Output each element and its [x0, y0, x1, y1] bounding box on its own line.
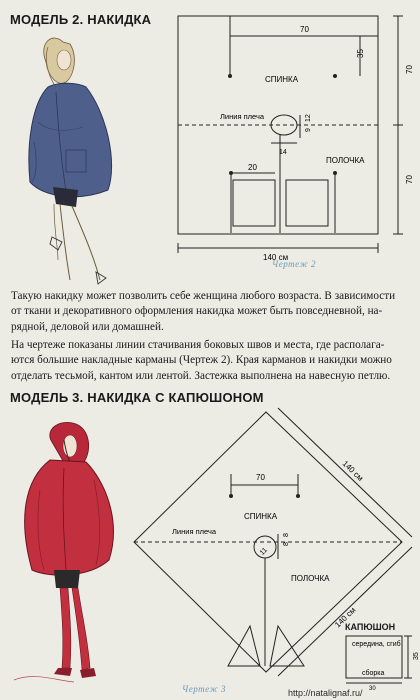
model2-paragraph-1: Такую накидку может позволить себе женщина любого возраста. В зависимости от ткани и декоративного оформления накидка может быть повседневной, на- рядной, деловой или домашней. — [11, 290, 396, 333]
dim-right-bottom: 70 — [405, 175, 414, 184]
dim-right-top: 70 — [405, 65, 414, 74]
hood-dim-height: 35 — [413, 652, 420, 660]
model2-caption: Чертеж 2 — [272, 259, 316, 269]
dim-neck-c: 8 — [283, 533, 290, 537]
dim-bottom: 140 см — [263, 253, 289, 262]
dim-pocket: 20 — [248, 163, 257, 172]
hood-gather: сборка — [362, 670, 385, 677]
dim-neck-b: 8 — [283, 542, 290, 546]
dim-35: 35 — [356, 49, 365, 58]
watermark: http://natalignaf.ru/ — [288, 688, 363, 698]
dim-diag-bottom: 140 см — [333, 605, 358, 630]
model2-illustration — [8, 32, 158, 287]
model2-pattern — [160, 8, 420, 273]
hood-fold: середина, сгиб — [352, 641, 401, 648]
label-back: СПИНКА — [244, 512, 278, 521]
label-shoulder: Линия плеча — [220, 112, 265, 121]
dim-diag-top: 140 см — [340, 458, 365, 483]
model3-illustration — [4, 410, 139, 695]
dim-neck-b: 12 — [305, 114, 312, 122]
hood-title: КАПЮШОН — [345, 622, 396, 632]
hood-pattern — [338, 632, 420, 692]
dim-neck-a: 11 — [258, 546, 269, 557]
label-back: СПИНКА — [265, 75, 299, 84]
dim-width: 70 — [256, 473, 265, 482]
dim-neck-a: 9 — [305, 128, 312, 132]
label-shoulder: Линия плеча — [172, 527, 217, 536]
dim-top: 70 — [300, 25, 309, 34]
model3-heading: МОДЕЛЬ 3. НАКИДКА С КАПЮШОНОМ — [10, 390, 264, 405]
dim-neck-w: 14 — [279, 149, 287, 156]
model2-heading: МОДЕЛЬ 2. НАКИДКА — [10, 12, 152, 27]
label-front: ПОЛОЧКА — [291, 574, 330, 583]
model2-paragraph-2: На чертеже показаны линии стачивания боковых швов и места, где располага- ются большие накладные карманы (Чертеж 2). Края карманов и накидки можно отделать тесьмой, кантом или лентой. Застежка выполнена на навесную петлю. — [11, 339, 392, 382]
hood-dim-width: 30 — [369, 686, 376, 692]
model3-caption: Чертеж 3 — [182, 684, 226, 694]
label-front: ПОЛОЧКА — [326, 156, 365, 165]
